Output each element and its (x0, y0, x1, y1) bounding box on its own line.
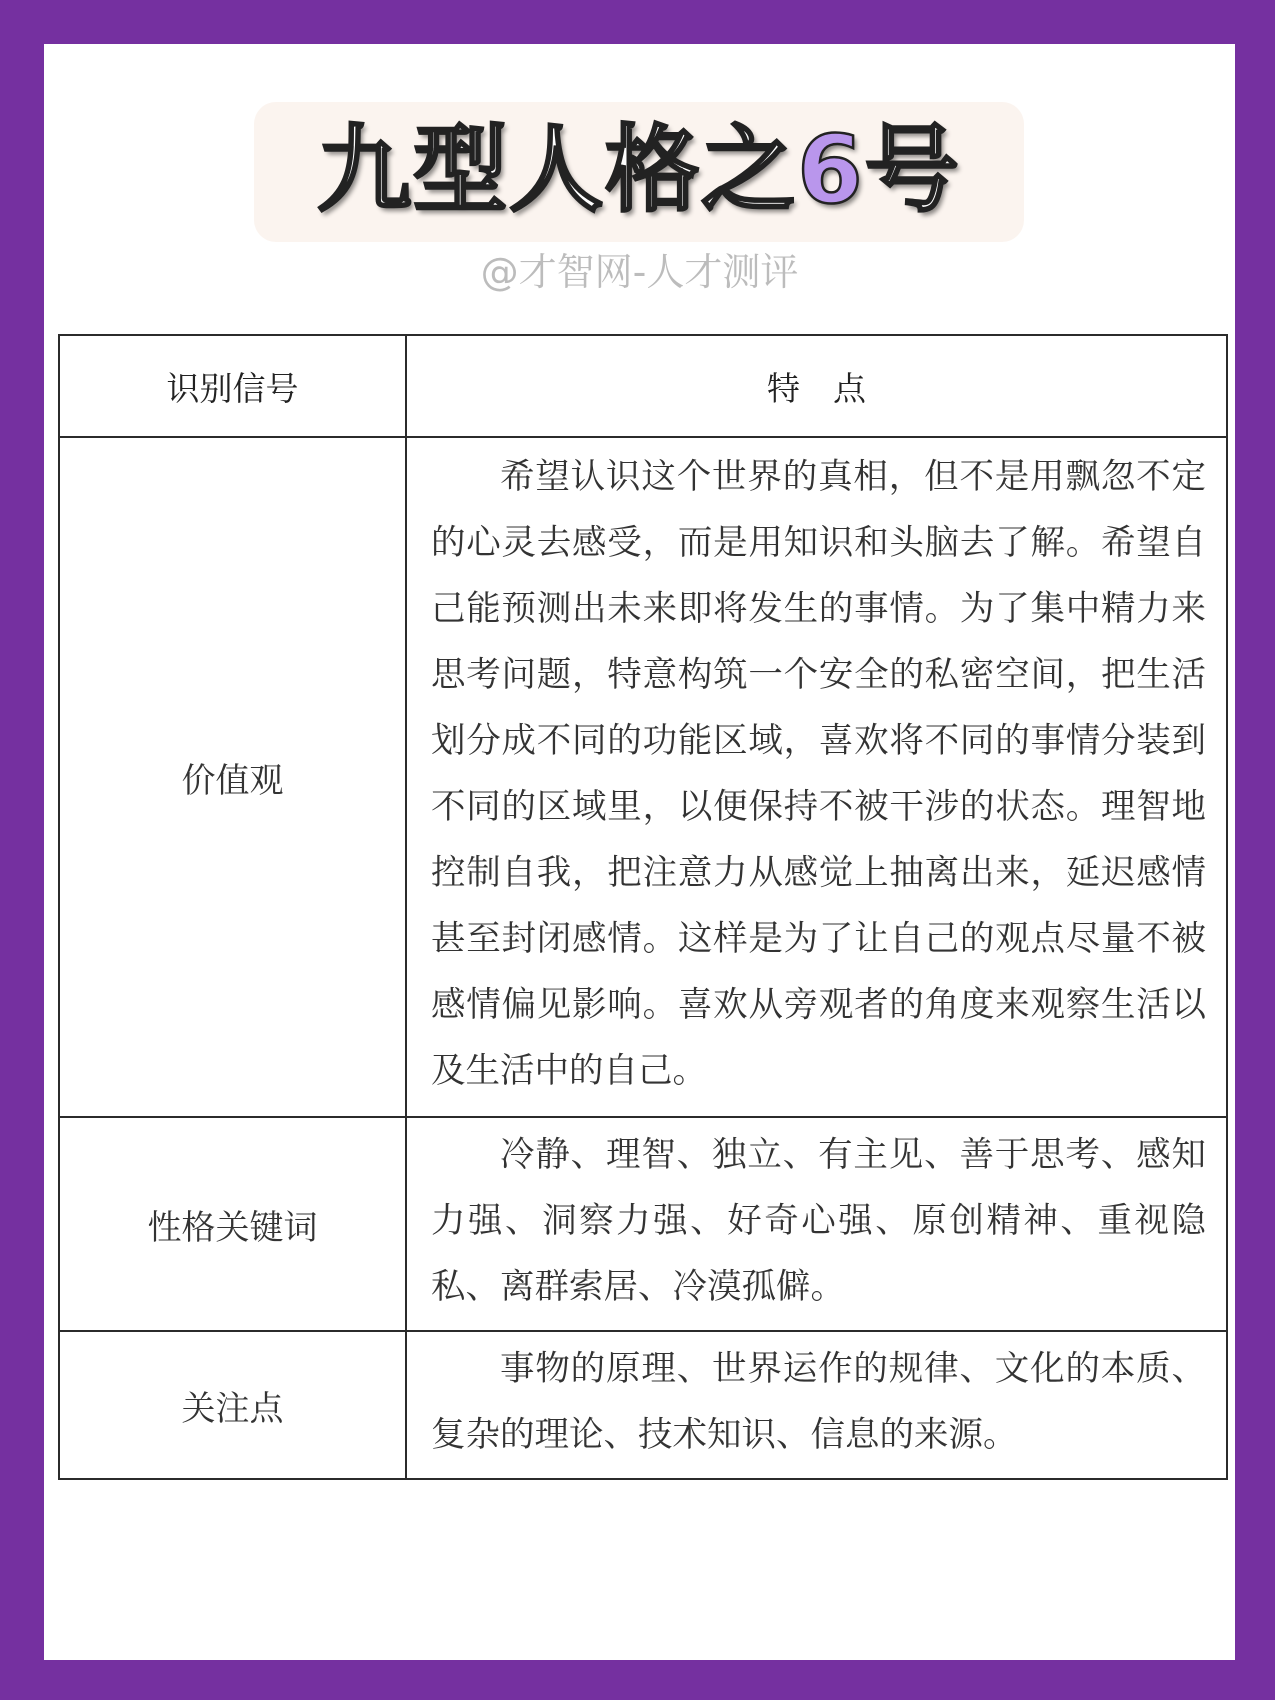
row-text: 希望认识这个世界的真相，但不是用飘忽不定的心灵去感受，而是用知识和头脑去了解。希望自己能预测出未来即将发生的事情。为了集中精力来思考问题，特意构筑一个安全的私密空间，把生活划分成不同的功能区域，喜欢将不同的事情分装到不同的区域里，以便保持不被干涉的状态。理智地控制自我，把注意力从感觉上抽离出来，延迟感情甚至封闭感情。这样是为了让自己的观点尽量不被感情偏见影响。喜欢从旁观者的角度来观察生活以及生活中的自己。 (406, 437, 1227, 1117)
column-header-signal: 识别信号 (59, 335, 406, 437)
content-card (44, 44, 1235, 1660)
row-label: 价值观 (59, 437, 406, 1117)
title-banner (254, 102, 1024, 242)
row-text: 冷静、理智、独立、有主见、善于思考、感知力强、洞察力强、好奇心强、原创精神、重视隐私、离群索居、冷漠孤僻。 (406, 1117, 1227, 1331)
column-header-traits: 特 点 (406, 335, 1227, 437)
row-text: 事物的原理、世界运作的规律、文化的本质、复杂的理论、技术知识、信息的来源。 (406, 1331, 1227, 1479)
page-title (317, 112, 960, 230)
table-row (59, 1117, 1227, 1331)
title-number: 6 (797, 116, 865, 225)
watermark: @才智网-人才测评 (480, 250, 799, 294)
row-label: 关注点 (59, 1331, 406, 1479)
row-label: 性格关键词 (59, 1117, 406, 1331)
table-row (59, 1331, 1227, 1479)
table-header-row (59, 335, 1227, 437)
title-suffix: 号 (864, 116, 961, 225)
table-row (59, 437, 1227, 1117)
traits-table (58, 334, 1228, 1480)
title-main: 九型人格之 (317, 116, 798, 225)
